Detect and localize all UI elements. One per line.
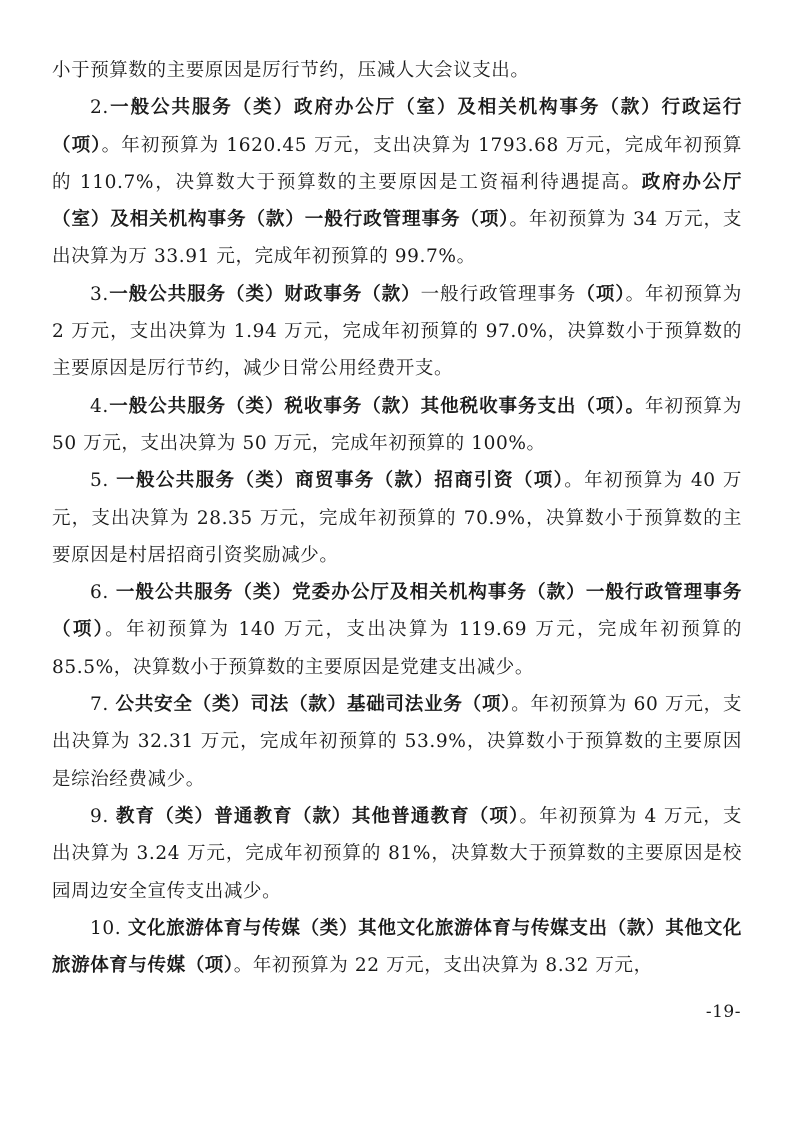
- body-text: 。年初预算为 1620.45 万元，支出决算为 1793.68 万元，完成年初预算的 110.7%，决算数大于预算数的主要原因是工资福利待遇提高。: [52, 134, 742, 193]
- body-text: 。年初预算为 4 万元，支出决算为 3.24 万元，完成年初预算的 81%，决算数大于预算数的主要原因是校园周边安全宣传支出减少。: [52, 805, 742, 902]
- body-text: 小于预算数的主要原因是厉行节约，压减人大会议支出。: [52, 60, 530, 81]
- body-text: 。年初预算为 140 万元，支出决算为 119.69 万元，完成年初预算的 85.5%，决算数小于预算数的主要原因是党建支出减少。: [52, 619, 742, 678]
- bold-heading-text: 文化旅游体育与传媒（类）其他文化旅游体育与传媒支出（款）其他文化旅游体育与传媒（项）: [52, 917, 743, 977]
- body-text: 4.: [90, 395, 109, 417]
- body-text: 一般行政管理事务: [420, 283, 577, 305]
- body-text: 年初预算为 50 万元，支出决算为 50 万元，完成年初预算的 100%。: [52, 395, 742, 454]
- page-number: -19-: [705, 1002, 741, 1022]
- paragraph: [52, 686, 742, 798]
- body-text: 7.: [90, 694, 116, 716]
- body-text: 3.: [90, 283, 109, 305]
- bold-heading-text: 教育（类）普通教育（款）其他普通教育（项）: [115, 805, 520, 827]
- paragraph: [52, 798, 742, 910]
- bold-heading-text: 一般公共服务（类）商贸事务（款）招商引资（项）: [116, 470, 565, 492]
- bold-heading-text: （项）: [576, 283, 626, 305]
- bold-heading-text: 政府办公厅（室）及相关机构事务（款）一般行政管理事务（项）: [52, 171, 742, 231]
- bold-heading-text: 一般公共服务（类）税收事务（款）其他税收事务支出（项）。: [108, 395, 646, 417]
- body-text: 9.: [90, 805, 116, 827]
- paragraph: [52, 388, 742, 463]
- paragraph: [52, 276, 742, 388]
- bold-heading-text: 一般公共服务（类）政府办公厅（室）及相关机构事务（款）行政运行（项）: [52, 97, 742, 156]
- paragraph: [52, 574, 742, 686]
- document-body: [52, 52, 742, 984]
- body-text: 10.: [90, 917, 128, 939]
- body-text: 5.: [90, 470, 117, 492]
- bold-heading-text: 一般公共服务（类）财政事务（款）: [108, 283, 421, 305]
- body-text: 。年初预算为 40 万元，支出决算为 28.35 万元，完成年初预算的 70.9%，决算数小于预算数的主要原因是村居招商引资奖励减少。: [52, 470, 742, 566]
- paragraph: [52, 910, 742, 985]
- bold-heading-text: 公共安全（类）司法（款）基础司法业务（项）: [115, 694, 512, 716]
- paragraph: [52, 89, 742, 275]
- body-text: 2.: [90, 97, 109, 119]
- body-text: 。年初预算为 22 万元，支出决算为 8.32 万元，: [233, 955, 653, 977]
- body-text: 6.: [90, 582, 116, 604]
- body-text: 。年初预算为 34 万元，支出决算为万 33.91 元，完成年初预算的 99.7%。: [52, 209, 743, 268]
- paragraph: [52, 462, 742, 574]
- body-text: 。年初预算为 2 万元，支出决算为 1.94 万元，完成年初预算的 97.0%，决算数小于预算数的主要原因是厉行节约，减少日常公用经费开支。: [52, 283, 742, 380]
- body-text: 。年初预算为 60 万元，支出决算为 32.31 万元，完成年初预算的 53.9%，决算数小于预算数的主要原因是综治经费减少。: [52, 694, 742, 790]
- paragraph: [52, 52, 742, 89]
- bold-heading-text: 一般公共服务（类）党委办公厅及相关机构事务（款）一般行政管理事务（项）: [52, 582, 743, 641]
